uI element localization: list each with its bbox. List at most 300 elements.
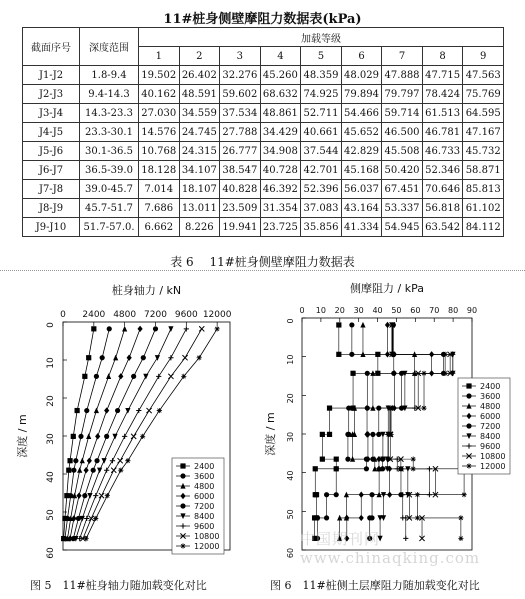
- cell-value: 23.509: [220, 199, 261, 218]
- data-point: [91, 326, 96, 331]
- figure-5-caption: 图 5 11#桩身轴力随加载变化对比: [30, 579, 207, 592]
- legend-marker: [180, 543, 185, 548]
- cell-value: 67.451: [382, 180, 423, 199]
- cell-value: 34.908: [260, 142, 301, 161]
- cell-value: 37.534: [220, 104, 261, 123]
- data-point: [376, 405, 381, 410]
- figure-6-caption: 图 6 11#桩侧土层摩阻力随加载变化对比: [270, 579, 480, 592]
- x-tick-label: 10: [315, 306, 326, 315]
- cell-value: 46.781: [422, 123, 463, 142]
- data-point: [112, 434, 117, 440]
- friction-table: [22, 27, 504, 237]
- table-row: [23, 180, 504, 199]
- cell-depth: 45.7-51.7: [80, 199, 139, 218]
- load-level-4: 4: [260, 47, 301, 66]
- x-tick-label: 0: [299, 306, 305, 315]
- cell-value: 27.030: [139, 104, 180, 123]
- data-point: [107, 326, 112, 331]
- series-line: [390, 325, 450, 538]
- cell-value: 27.788: [220, 123, 261, 142]
- legend: [172, 458, 224, 554]
- data-point: [345, 457, 350, 462]
- data-point: [91, 468, 96, 473]
- legend-label: 4800: [480, 402, 501, 411]
- data-point: [334, 492, 339, 497]
- cell-value: 34.107: [179, 161, 220, 180]
- series-line: [347, 325, 432, 538]
- data-point: [137, 326, 142, 332]
- data-point: [127, 355, 132, 361]
- data-point: [336, 352, 341, 357]
- table-row: [23, 218, 504, 237]
- cell-section: J3-J4: [23, 104, 80, 123]
- data-point: [125, 458, 130, 463]
- data-point: [156, 374, 161, 379]
- cell-value: 6.662: [139, 218, 180, 237]
- y-tick-label: 30: [286, 431, 295, 443]
- y-tick-label: 20: [286, 393, 295, 404]
- data-point: [67, 458, 72, 463]
- series-3600: [315, 322, 396, 541]
- data-point: [94, 458, 99, 463]
- cell-value: 75.769: [463, 85, 504, 104]
- cell-value: 45.260: [260, 66, 301, 85]
- data-point: [421, 371, 426, 376]
- x-tick-label: 80: [448, 306, 459, 315]
- data-point: [118, 458, 123, 463]
- legend-label: 6000: [480, 412, 501, 421]
- header-section: 截面序号: [23, 28, 80, 66]
- x-tick-label: 9600: [174, 310, 198, 320]
- series-2400: [61, 326, 96, 541]
- legend-label: 2400: [480, 382, 501, 391]
- x-tick-label: 90: [466, 306, 478, 315]
- cell-value: 48.029: [341, 66, 382, 85]
- cell-depth: 23.3-30.1: [80, 123, 139, 142]
- data-point: [364, 405, 369, 411]
- cell-value: 14.576: [139, 123, 180, 142]
- data-point: [131, 434, 136, 439]
- y-tick-label: 40: [46, 471, 56, 483]
- legend-label: 9600: [194, 522, 215, 531]
- data-point: [125, 408, 130, 414]
- cell-value: 23.725: [260, 218, 301, 237]
- x-tick-label: 30: [353, 306, 364, 315]
- data-point: [182, 355, 187, 360]
- legend-label: 7200: [194, 502, 215, 511]
- data-point: [320, 457, 325, 462]
- data-point: [71, 468, 76, 473]
- data-point: [386, 432, 391, 437]
- series-4800: [65, 326, 127, 541]
- cell-value: 53.337: [382, 199, 423, 218]
- cell-value: 48.591: [179, 85, 220, 104]
- cell-value: 18.107: [179, 180, 220, 199]
- cell-value: 56.818: [422, 199, 463, 218]
- x-tick-label: 40: [372, 306, 383, 315]
- cell-value: 46.733: [422, 142, 463, 161]
- data-point: [215, 326, 220, 331]
- cell-value: 61.513: [422, 104, 463, 123]
- cell-value: 42.701: [301, 161, 342, 180]
- cell-value: 47.715: [422, 66, 463, 85]
- cell-value: 41.334: [341, 218, 382, 237]
- data-point: [122, 326, 127, 332]
- table-row: [23, 66, 504, 85]
- data-point: [350, 371, 355, 376]
- legend-label: 12000: [480, 462, 506, 471]
- cell-value: 74.925: [301, 85, 342, 104]
- legend-label: 2400: [194, 462, 215, 471]
- data-point: [349, 322, 354, 327]
- cell-section: J1-J2: [23, 66, 80, 85]
- cell-value: 8.226: [179, 218, 220, 237]
- cell-value: 24.315: [179, 142, 220, 161]
- data-point: [364, 466, 369, 471]
- cell-value: 7.686: [139, 199, 180, 218]
- cell-depth: 14.3-23.3: [80, 104, 139, 123]
- cell-value: 84.112: [463, 218, 504, 237]
- x-tick-label: 4800: [113, 310, 137, 320]
- cell-value: 70.646: [422, 180, 463, 199]
- data-point: [314, 492, 319, 497]
- data-point: [168, 326, 173, 332]
- load-level-7: 7: [382, 47, 423, 66]
- y-tick-label: 10: [286, 354, 295, 365]
- cell-section: J8-J9: [23, 199, 80, 218]
- cell-value: 52.711: [301, 104, 342, 123]
- legend-marker: [466, 463, 471, 468]
- data-point: [389, 352, 394, 357]
- table-row: [23, 85, 504, 104]
- cell-value: 24.745: [179, 123, 220, 142]
- cell-value: 10.768: [139, 142, 180, 161]
- cell-depth: 36.5-39.0: [80, 161, 139, 180]
- data-point: [334, 466, 339, 471]
- cell-value: 43.164: [341, 199, 382, 218]
- data-point: [82, 374, 87, 379]
- data-point: [102, 458, 107, 464]
- data-point: [376, 432, 381, 437]
- data-point: [122, 434, 127, 439]
- y-tick-label: 10: [46, 357, 56, 369]
- header-depth: 深度范围: [80, 28, 139, 66]
- data-point: [411, 466, 416, 471]
- cell-value: 46.392: [260, 180, 301, 199]
- y-axis-title: 深度 / m: [264, 412, 277, 456]
- data-point: [157, 408, 162, 413]
- data-point: [97, 468, 102, 474]
- series-6000: [344, 322, 434, 542]
- cell-value: 31.354: [260, 199, 301, 218]
- data-point: [153, 326, 158, 331]
- y-tick-label: 20: [46, 395, 56, 407]
- y-tick-label: 30: [46, 433, 56, 445]
- series-line: [318, 325, 394, 538]
- legend-label: 3600: [480, 392, 501, 401]
- data-point: [77, 467, 82, 473]
- cell-value: 26.777: [220, 142, 261, 161]
- data-point: [327, 432, 332, 437]
- data-point: [111, 468, 116, 473]
- data-point: [367, 515, 372, 520]
- cell-value: 54.466: [341, 104, 382, 123]
- cell-section: J9-J10: [23, 218, 80, 237]
- cell-section: J6-J7: [23, 161, 80, 180]
- data-point: [320, 432, 325, 437]
- data-point: [421, 405, 426, 410]
- legend-label: 8400: [480, 432, 501, 441]
- cell-value: 18.128: [139, 161, 180, 180]
- data-point: [411, 457, 416, 462]
- data-point: [115, 408, 120, 413]
- cell-depth: 30.1-36.5: [80, 142, 139, 161]
- x-tick-label: 50: [391, 306, 402, 315]
- cell-depth: 39.0-45.7: [80, 180, 139, 199]
- y-tick-label: 60: [286, 547, 295, 559]
- data-point: [110, 458, 115, 463]
- cell-value: 38.547: [220, 161, 261, 180]
- cell-depth: 1.8-9.4: [80, 66, 139, 85]
- x-axis-title: 侧摩阻力 / kPa: [350, 282, 424, 295]
- data-point: [380, 466, 385, 471]
- data-point: [146, 408, 151, 413]
- cell-value: 79.797: [382, 85, 423, 104]
- data-point: [181, 374, 186, 379]
- data-point: [365, 371, 370, 376]
- data-point: [140, 434, 145, 439]
- legend-label: 4800: [194, 482, 215, 491]
- cell-value: 64.595: [463, 104, 504, 123]
- cell-section: J2-J3: [23, 85, 80, 104]
- data-point: [80, 458, 85, 464]
- cell-value: 79.894: [341, 85, 382, 104]
- table-caption: 表 6 11#桩身侧壁摩阻力数据表: [170, 255, 355, 269]
- data-point: [86, 355, 91, 360]
- data-point: [349, 352, 354, 357]
- legend-label: 10800: [480, 452, 506, 461]
- cell-value: 7.014: [139, 180, 180, 199]
- data-point: [113, 355, 118, 361]
- series-line: [340, 325, 415, 538]
- load-level-8: 8: [422, 47, 463, 66]
- data-point: [334, 457, 339, 462]
- cell-depth: 9.4-14.3: [80, 85, 139, 104]
- legend-label: 10800: [194, 532, 220, 541]
- cell-value: 78.424: [422, 85, 463, 104]
- cell-value: 47.888: [382, 66, 423, 85]
- x-tick-label: 2400: [82, 310, 106, 320]
- data-point: [118, 468, 123, 473]
- cell-value: 32.276: [220, 66, 261, 85]
- cell-value: 45.732: [463, 142, 504, 161]
- cell-section: J5-J6: [23, 142, 80, 161]
- cell-value: 63.542: [422, 218, 463, 237]
- data-point: [443, 352, 448, 357]
- data-point: [359, 492, 364, 498]
- data-point: [197, 355, 202, 360]
- figure-5-axial-force: [8, 280, 248, 575]
- cell-value: 61.102: [463, 199, 504, 218]
- cell-value: 50.420: [382, 161, 423, 180]
- table-row: [23, 123, 504, 142]
- data-point: [95, 433, 100, 439]
- cell-value: 48.861: [260, 104, 301, 123]
- table-row: [23, 104, 504, 123]
- data-point: [369, 492, 374, 497]
- data-point: [105, 493, 110, 498]
- cell-value: 52.346: [422, 161, 463, 180]
- data-point: [75, 408, 80, 413]
- data-point: [93, 493, 98, 498]
- data-point: [461, 492, 466, 497]
- legend-marker: [180, 473, 185, 478]
- data-point: [386, 457, 391, 462]
- data-point: [324, 492, 329, 497]
- data-point: [415, 492, 420, 497]
- series-line: [370, 325, 444, 538]
- y-tick-label: 0: [286, 318, 295, 324]
- data-point: [73, 458, 78, 463]
- legend-marker: [466, 383, 471, 388]
- data-point: [199, 326, 204, 331]
- load-level-5: 5: [301, 47, 342, 66]
- x-tick-label: 0: [60, 310, 66, 320]
- data-point: [346, 405, 351, 410]
- data-point: [388, 405, 393, 410]
- cell-value: 40.661: [301, 123, 342, 142]
- cell-value: 46.500: [382, 123, 423, 142]
- legend-label: 7200: [480, 422, 501, 431]
- legend-label: 9600: [480, 442, 501, 451]
- x-tick-label: 70: [429, 306, 440, 315]
- data-point: [327, 405, 332, 410]
- legend-label: 3600: [194, 472, 215, 481]
- cell-value: 45.168: [341, 161, 382, 180]
- data-point: [104, 407, 109, 413]
- load-level-6: 6: [341, 47, 382, 66]
- data-point: [136, 408, 141, 413]
- cell-value: 47.167: [463, 123, 504, 142]
- legend-marker: [466, 423, 471, 428]
- data-point: [94, 374, 99, 379]
- data-point: [143, 374, 148, 380]
- load-level-3: 3: [220, 47, 261, 66]
- data-point: [84, 536, 89, 541]
- header-load: 加载等级: [139, 28, 504, 47]
- data-point: [104, 468, 109, 473]
- table-row: [23, 142, 504, 161]
- cell-value: 59.714: [382, 104, 423, 123]
- data-point: [84, 408, 89, 413]
- data-point: [71, 434, 76, 439]
- data-point: [66, 468, 71, 473]
- divider: [0, 270, 525, 271]
- data-point: [365, 431, 370, 437]
- series-line: [388, 325, 453, 538]
- load-level-9: 9: [463, 47, 504, 66]
- data-point: [84, 516, 89, 521]
- series-line: [80, 329, 187, 539]
- y-tick-label: 60: [46, 547, 56, 559]
- data-point: [168, 355, 173, 360]
- cell-value: 34.559: [179, 104, 220, 123]
- legend-label: 6000: [194, 492, 215, 501]
- load-level-1: 1: [139, 47, 180, 66]
- table-title: 11#桩身侧壁摩阻力数据表(kPa): [163, 12, 362, 27]
- x-tick-label: 60: [410, 306, 421, 315]
- cell-value: 56.037: [341, 180, 382, 199]
- cell-depth: 51.7-57.0.: [80, 218, 139, 237]
- cell-value: 42.829: [341, 142, 382, 161]
- cell-value: 40.828: [220, 180, 261, 199]
- data-point: [76, 492, 81, 498]
- data-point: [415, 515, 420, 520]
- data-point: [345, 432, 350, 437]
- data-point: [84, 467, 89, 473]
- cell-value: 47.563: [463, 66, 504, 85]
- data-point: [99, 493, 104, 498]
- data-point: [118, 373, 123, 379]
- y-tick-label: 50: [46, 509, 56, 521]
- watermark: 中国期刊网 www.chinaqking.com: [300, 530, 481, 567]
- y-axis-title: 深度 / m: [16, 414, 29, 458]
- cell-value: 40.728: [260, 161, 301, 180]
- y-tick-label: 0: [46, 322, 56, 328]
- cell-value: 58.871: [463, 161, 504, 180]
- cell-value: 26.402: [179, 66, 220, 85]
- data-point: [87, 458, 92, 464]
- series-12000: [386, 322, 467, 541]
- x-tick-label: 7200: [144, 310, 167, 320]
- cell-value: 45.508: [382, 142, 423, 161]
- legend-marker: [180, 503, 185, 508]
- cell-value: 35.856: [301, 218, 342, 237]
- legend: [458, 378, 510, 474]
- data-point: [100, 355, 105, 360]
- legend-label: 8400: [194, 512, 215, 521]
- cell-value: 45.652: [341, 123, 382, 142]
- data-point: [315, 515, 320, 520]
- y-tick-label: 40: [286, 470, 295, 481]
- cell-section: J7-J8: [23, 180, 80, 199]
- data-point: [458, 515, 463, 520]
- cell-value: 54.945: [382, 218, 423, 237]
- data-point: [94, 407, 99, 413]
- table-row: [23, 161, 504, 180]
- data-point: [184, 326, 189, 331]
- table-row: [23, 199, 504, 218]
- data-point: [389, 322, 394, 327]
- cell-value: 13.011: [179, 199, 220, 218]
- cell-section: J4-J5: [23, 123, 80, 142]
- data-point: [87, 493, 92, 499]
- x-tick-label: 12000: [202, 310, 232, 320]
- legend-label: 12000: [194, 542, 220, 551]
- data-point: [324, 515, 329, 520]
- cell-value: 37.083: [301, 199, 342, 218]
- cell-value: 68.632: [260, 85, 301, 104]
- data-point: [86, 433, 91, 439]
- legend-marker: [180, 463, 185, 468]
- cell-value: 40.162: [139, 85, 180, 104]
- data-point: [89, 516, 94, 521]
- y-tick-label: 50: [286, 509, 295, 520]
- cell-value: 19.502: [139, 66, 180, 85]
- cell-value: 59.602: [220, 85, 261, 104]
- data-point: [104, 434, 109, 439]
- load-level-2: 2: [179, 47, 220, 66]
